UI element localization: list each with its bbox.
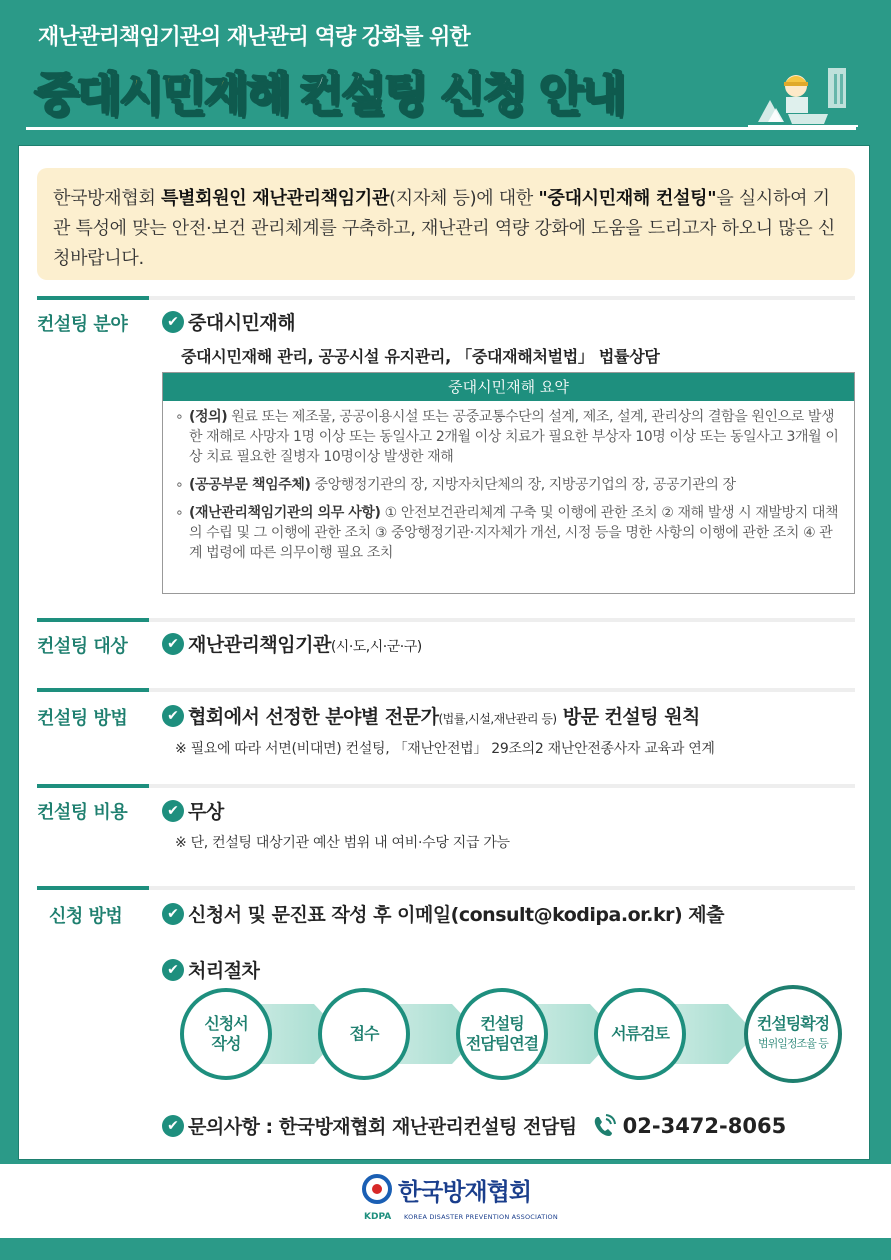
kdpa-logo-icon [362,1174,392,1204]
process-step [456,988,548,1080]
target-value-main: 재난관리책임기관 [188,634,331,656]
section-label-cost: 컨설팅 비용 [37,802,128,823]
section-divider [37,618,855,622]
section-label-method: 컨설팅 방법 [37,708,128,729]
contact-row [162,1112,786,1139]
summary-item [175,475,842,495]
check-icon: ✔ [162,705,184,727]
section-divider [37,688,855,692]
summary-item-text: ① 안전보건관리체계 구축 및 이행에 관한 조치 ② 재해 발생 시 재발방지 대책의 수립 및 그 이행에 관한 조치 ③ 중앙행정기관·지자체가 개선, 시정 등을 명한 사항의 이행에 관한 조치 ④ 관계 법령에 따른 의무이행 필요 조치 [189,505,839,561]
summary-item-head: (재난관리책임기관의 의무 사항) [189,505,381,521]
header-subtitle: 재난관리책임기관의 재난관리 역량 강화를 위한 [38,25,470,50]
logo-abbr: KDPA [364,1212,392,1222]
section-divider [37,886,855,890]
target-value-row [162,630,422,657]
header [0,0,891,140]
section-label-target: 컨설팅 대상 [37,636,128,657]
check-icon: ✔ [162,959,184,981]
process-step [744,985,842,1083]
check-icon: ✔ [162,903,184,925]
field-value: 중대시민재해 [188,312,296,334]
logo-english: KOREA DISASTER PREVENTION ASSOCIATION [404,1213,558,1221]
process-label: 처리절차 [188,960,260,982]
target-value [188,630,422,657]
kdpa-logo [362,1172,562,1228]
method-value-row [162,702,700,729]
summary-body [163,401,854,563]
cost-value: 무상 [188,801,224,823]
intro-text-3: 을 실시하여 기관 특성에 맞는 안전·보건 관리체계를 구축하고, 재난관리 역량 강화에 도움을 드리고자 하오니 많은 신청바랍니다. [53,188,835,269]
intro-bold-2: "중대시민재해 컨설팅" [538,188,717,209]
process-step [594,988,686,1080]
contact-label: 문의사항 : 한국방재협회 재난관리컨설팅 전담팀 [188,1116,577,1138]
process-step [318,988,410,1080]
summary-item-text: 중앙행정기관의 장, 지방자치단체의 장, 지방공기업의 장, 공공기관의 장 [310,477,736,493]
method-value-paren: (법률,시설,재난관리 등) [438,712,557,726]
method-value-a: 협회에서 선정한 분야별 전문가 [188,706,439,728]
intro-text-1: 한국방재협회 [53,188,161,209]
summary-item-head: (정의) [189,409,228,425]
title-highlight: 중대시민재해 [34,67,289,121]
title-main: 컨설팅 신청 안내 [298,67,624,121]
summary-item-head: (공공부문 책임주체) [189,477,311,493]
summary-box [162,372,855,594]
summary-item [175,407,842,467]
step-line-2: 범위일정조율 등 [758,1037,828,1050]
apply-value: 신청서 및 문진표 작성 후 이메일(consult@kodipa.or.kr) 제출 [188,904,725,926]
section-divider [37,296,855,300]
contact-phone: 02-3472-8065 [622,1113,787,1138]
step-line-1: 컨설팅확정 [756,1014,830,1033]
apply-value-row [162,900,724,927]
cost-value-row [162,797,224,824]
step-line-1: 접수 [349,1024,379,1043]
step-line-1: 컨설팅 [480,1014,524,1033]
step-line-1: 신청서 [204,1014,248,1033]
method-note: ※ 필요에 따라 서면(비대면) 컨설팅, 「재난안전법」 29조의2 재난안전종사자 교육과 연계 [175,741,715,757]
field-value-row [162,308,295,335]
method-value [188,702,700,729]
step-line-2: 전담팀연결 [465,1034,539,1053]
field-detail: 중대시민재해 관리, 공공시설 유지관리, 「중대재해처벌법」 법률상담 [181,347,660,366]
process-label-row [162,956,259,983]
summary-item [175,503,842,563]
intro-box [37,168,855,280]
section-label-apply: 신청 방법 [49,906,123,927]
target-value-paren: (시·도,시·군·구) [330,639,422,655]
check-icon: ✔ [162,800,184,822]
phone-icon [591,1113,619,1139]
section-label-field: 컨설팅 분야 [37,314,128,335]
page-title [34,58,624,124]
summary-title: 중대시민재해 요약 [163,373,854,401]
logo-name: 한국방재협회 [398,1178,532,1206]
check-icon: ✔ [162,633,184,655]
check-icon: ✔ [162,1115,184,1137]
intro-text-2: (지자체 등)에 대한 [389,188,539,209]
step-line-2: 작성 [211,1034,241,1053]
worker-illustration-icon [748,62,858,128]
process-step [180,988,272,1080]
step-line-1: 서류검토 [611,1024,669,1043]
method-value-b: 방문 컨설팅 원칙 [556,706,700,728]
cost-note: ※ 단, 컨설팅 대상기관 예산 범위 내 여비·수당 지급 가능 [175,835,510,851]
section-divider [37,784,855,788]
summary-item-text: 원료 또는 제조물, 공공이용시설 또는 공중교통수단의 설계, 제조, 설계, 관리상의 결함을 원인으로 발생한 재해로 사망자 1명 이상 또는 동일사고 2개월 이상 치료가 필요한 부상자 10명 이상 또는 동일사고 3개월 이상 치료 필요한 질병자 10명이상 발생한 재해 [189,409,839,465]
check-icon: ✔ [162,311,184,333]
intro-bold-1: 특별회원인 재난관리책임기관 [160,188,390,209]
header-divider [26,127,856,130]
content-panel [18,145,870,1160]
process-flow [174,988,854,1080]
